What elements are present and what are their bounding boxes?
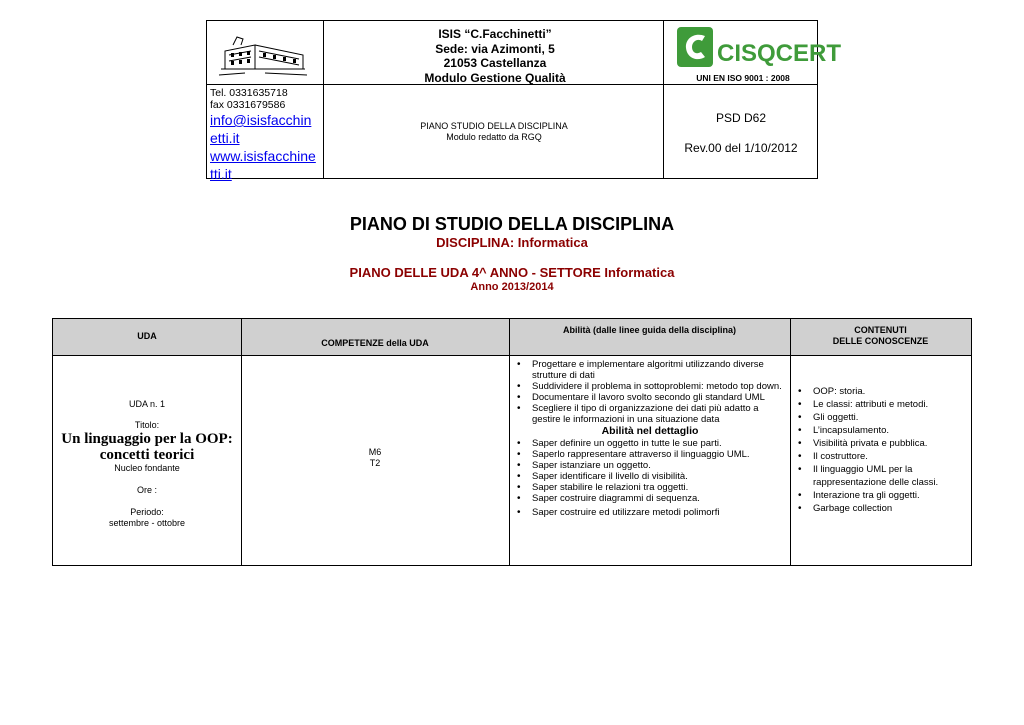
abilita-item: • Progettare e implementare algoritmi utilizzando diverse strutture di dati [512, 359, 788, 381]
contenuto-item: • L’incapsulamento. [793, 424, 969, 437]
doc-code: PSD D62 [715, 111, 767, 125]
uda-periodo: settembre - ottobre [108, 518, 186, 528]
abilita-dettaglio-item: • Saper costruire ed utilizzare metodi polimorfi [512, 507, 788, 518]
uda-cell [53, 355, 241, 529]
abilita-cell [512, 359, 788, 518]
cisqcert-logo [677, 24, 842, 72]
header-contenuti-line1: CONTENUTI [854, 325, 907, 335]
abilita-dettaglio-item: • Saper istanziare un oggetto. [512, 460, 788, 471]
abilita-dettaglio-item: • Saper costruire diagrammi di sequenza. [512, 493, 788, 504]
abilita-dettaglio-item: • Saperlo rappresentare attraverso il linguaggio UML. [512, 449, 788, 460]
abilita-list [512, 359, 788, 425]
contenuto-item: • Interazione tra gli oggetti. [793, 489, 969, 502]
abilita-item: • Documentare il lavoro svolto secondo gli standard UML [512, 392, 788, 403]
competenza-item: T2 [369, 458, 381, 468]
abilita-item: • Scegliere il tipo di organizzazione dei dati più adatto a gestire le informazioni in una situazione data [512, 403, 788, 425]
abilita-dettaglio-item: • Saper identificare il livello di visibilità. [512, 471, 788, 482]
uda-nucleo: Nucleo fondante [114, 463, 180, 473]
contenuto-item: • Garbage collection [793, 502, 969, 515]
module-title: PIANO STUDIO DELLA DISCIPLINA [420, 121, 568, 131]
contenuti-cell [793, 385, 969, 515]
abilita-item: • Suddividere il problema in sottoproblemi: metodo top down. [512, 381, 788, 392]
school-name: ISIS “C.Facchinetti” [438, 27, 552, 41]
uda-table [52, 318, 972, 566]
email-link[interactable]: info@isisfacchin etti.it [210, 112, 312, 146]
abilita-dettaglio-item: • Saper stabilire le relazioni tra oggetti. [512, 482, 788, 493]
school-address: Sede: via Azimonti, 5 [435, 41, 555, 56]
competenza-item: M6 [368, 447, 382, 457]
abilita-dettaglio-item: • Saper definire un oggetto in tutte le sue parti. [512, 438, 788, 449]
header-uda: UDA [137, 331, 157, 341]
school-city: 21053 Castellanza [443, 56, 547, 70]
school-building-logo [215, 25, 311, 83]
contenuto-item: • Visibilità privata e pubblica. [793, 437, 969, 450]
module-info [325, 121, 663, 143]
document-header [206, 20, 842, 182]
page-title: PIANO DI STUDIO DELLA DISCIPLINA [349, 214, 675, 234]
uda-number: UDA n. 1 [128, 399, 166, 409]
contenuto-item: • Le classi: attributi e metodi. [793, 398, 969, 411]
school-year: Anno 2013/2014 [470, 281, 554, 293]
uda-ore: Ore : [136, 485, 157, 495]
uda-titolo-label: Titolo: [134, 420, 160, 430]
school-info [325, 27, 665, 85]
fax: fax 0331679586 [210, 99, 286, 111]
uda-titolo: Un linguaggio per la OOP: concetti teorici [61, 431, 233, 463]
uda-plan-title: PIANO DELLE UDA 4^ ANNO - SETTORE Informatica [349, 265, 675, 280]
revision: Rev.00 del 1/10/2012 [684, 141, 798, 155]
contenuto-item: • Il costruttore. [793, 450, 969, 463]
header-competenze: COMPETENZE della UDA [321, 338, 429, 348]
header-contenuti [790, 325, 971, 347]
contenuto-item: • Gli oggetti. [793, 411, 969, 424]
cisqcert-logo-text: CISQCERT [717, 40, 842, 67]
cert-standard: UNI EN ISO 9001 : 2008 [696, 73, 790, 83]
abilita-dettaglio-title: Abilità nel dettaglio [601, 425, 699, 437]
contenuti-list [793, 385, 969, 515]
contenuto-item: • OOP: storia. [793, 385, 969, 398]
contacts [210, 87, 324, 183]
telephone: Tel. 0331635718 [210, 87, 288, 99]
contenuto-item: • Il linguaggio UML per la rappresentazione delle classi. [793, 463, 969, 489]
uda-periodo-label: Periodo: [130, 507, 164, 517]
header-contenuti-line2: DELLE CONOSCENZE [832, 336, 929, 346]
module-subtitle: Modulo redatto da RGQ [446, 132, 542, 142]
discipline-subtitle: DISCIPLINA: Informatica [436, 235, 588, 250]
website-link[interactable]: www.isisfacchine tti.it [210, 148, 316, 182]
abilita-dettaglio-list [512, 438, 788, 518]
competenze-cell [241, 447, 509, 469]
quality-module: Modulo Gestione Qualità [424, 70, 566, 85]
header-abilita: Abilità (dalle linee guida della disciplina) [562, 325, 737, 335]
